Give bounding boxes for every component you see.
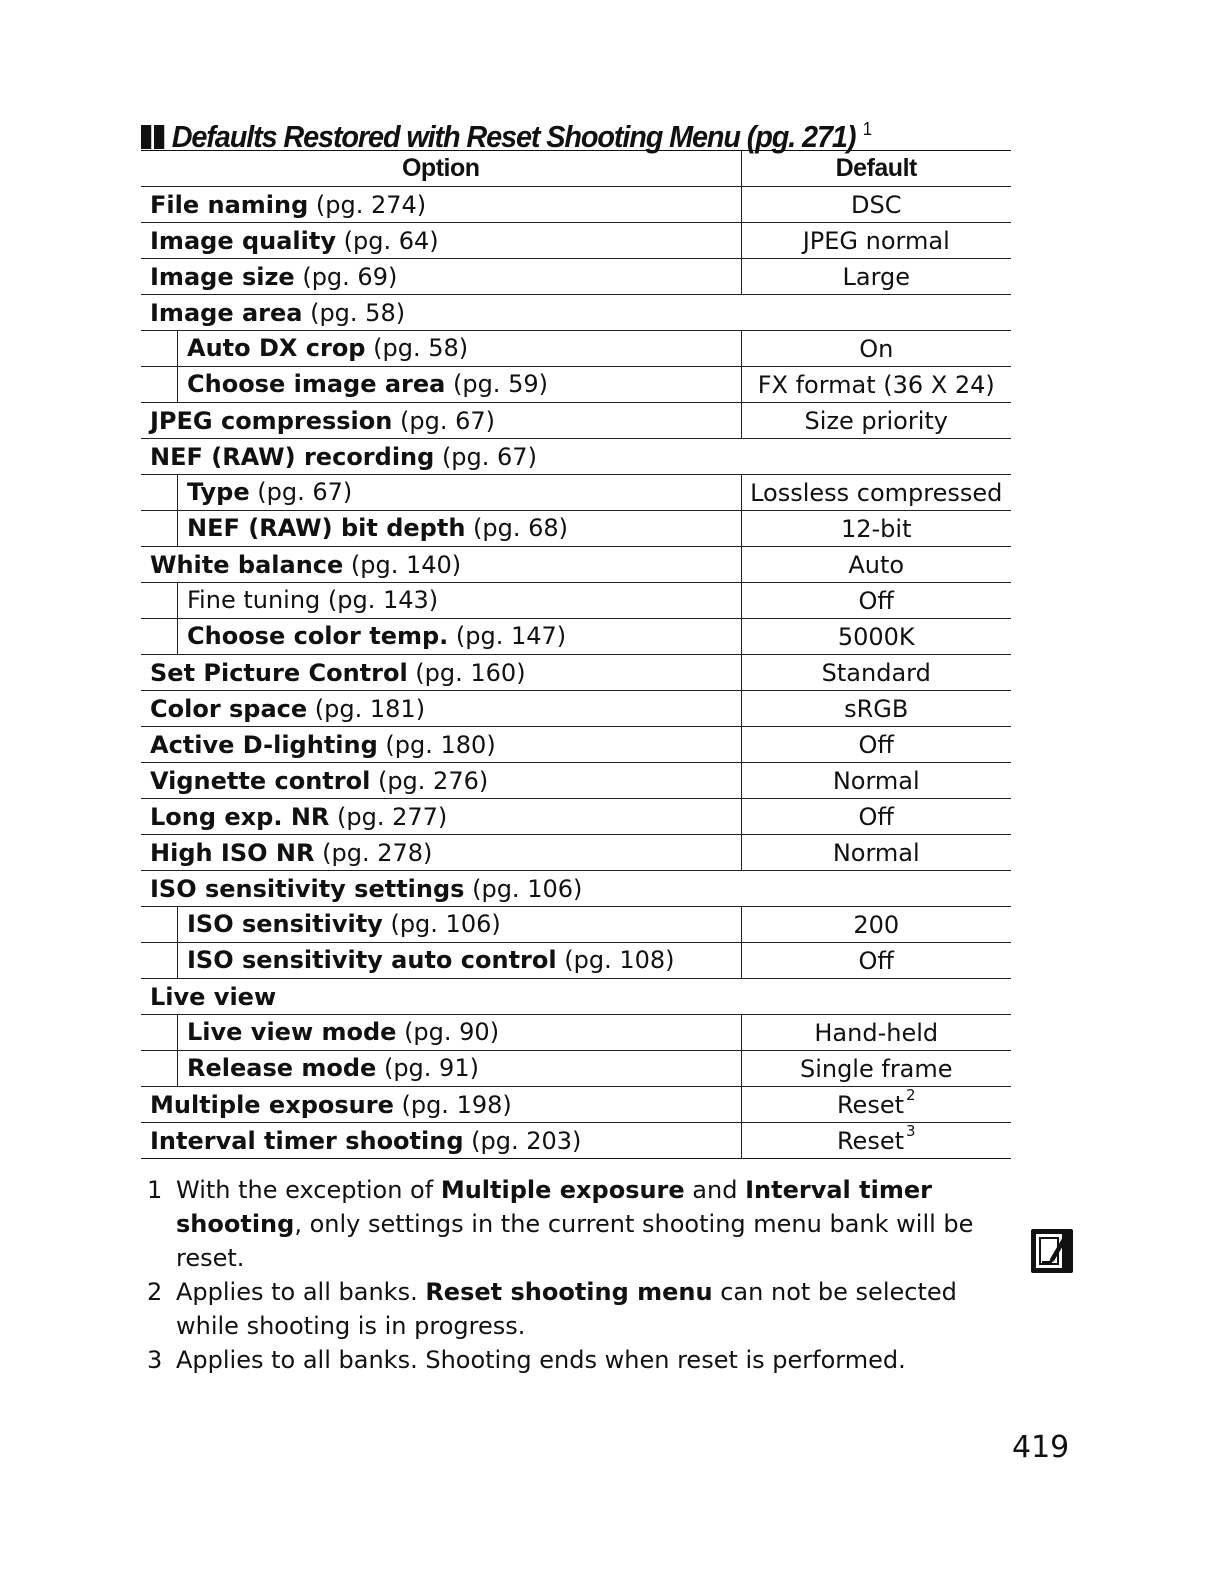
sub-option xyxy=(177,1051,741,1086)
default-cell xyxy=(741,799,1011,835)
table-row xyxy=(141,1015,1011,1051)
option-cell xyxy=(141,295,741,331)
footnote-plain-text: and xyxy=(684,1176,746,1204)
sub-option xyxy=(177,475,741,510)
option-page-ref: (pg. 181) xyxy=(307,694,426,723)
default-footnote-ref: 3 xyxy=(906,1122,916,1140)
option-name: Interval timer shooting xyxy=(150,1126,464,1155)
option-name: High ISO NR xyxy=(150,838,315,867)
default-cell xyxy=(741,727,1011,763)
default-cell xyxy=(741,691,1011,727)
option-cell xyxy=(141,871,741,907)
heading-title: Defaults Restored with Reset Shooting Menu (pg. 271) xyxy=(171,119,856,154)
default-value: sRGB xyxy=(844,694,909,723)
option-cell xyxy=(141,907,741,943)
default-value: Lossless compressed xyxy=(750,478,1003,507)
option-page-ref: (pg. 277) xyxy=(329,802,448,831)
option-cell xyxy=(141,223,741,259)
option-page-ref: (pg. 276) xyxy=(370,766,489,795)
default-value: Size priority xyxy=(804,406,948,435)
default-value: 200 xyxy=(853,910,900,939)
footnote xyxy=(147,1173,1007,1275)
option-cell xyxy=(141,475,741,511)
option-page-ref: (pg. 180) xyxy=(377,730,496,759)
table-row xyxy=(141,367,1011,403)
default-value: FX format (36 X 24) xyxy=(757,370,995,399)
option-page-ref: (pg. 64) xyxy=(335,226,439,255)
table-row xyxy=(141,295,1011,331)
option-cell xyxy=(141,331,741,367)
table-row xyxy=(141,727,1011,763)
table-row xyxy=(141,223,1011,259)
table-row xyxy=(141,655,1011,691)
table-row xyxy=(141,1087,1011,1123)
option-name: ISO sensitivity xyxy=(187,910,383,938)
sub-option xyxy=(177,511,741,546)
default-cell xyxy=(741,439,1011,475)
option-page-ref: (pg. 140) xyxy=(343,550,462,579)
option-cell xyxy=(141,979,741,1015)
table-row xyxy=(141,439,1011,475)
option-name: ISO sensitivity settings xyxy=(150,874,465,903)
option-page-ref: (pg. 278) xyxy=(314,838,433,867)
option-name: Choose image area xyxy=(187,370,446,398)
default-cell xyxy=(741,259,1011,295)
table-body xyxy=(141,187,1011,1159)
footnotes xyxy=(147,1173,1007,1377)
option-cell xyxy=(141,367,741,403)
section-heading xyxy=(141,104,959,152)
option-cell xyxy=(141,655,741,691)
default-value: On xyxy=(859,334,894,363)
option-page-ref: (pg. 67) xyxy=(392,406,495,435)
option-page-ref: (pg. 147) xyxy=(448,622,567,650)
option-cell xyxy=(141,511,741,547)
option-page-ref: (pg. 90) xyxy=(396,1018,500,1046)
default-cell xyxy=(741,295,1011,331)
option-cell xyxy=(141,1123,741,1159)
table-row xyxy=(141,979,1011,1015)
default-cell xyxy=(741,1087,1011,1123)
option-page-ref: (pg. 58) xyxy=(302,298,406,327)
table-row xyxy=(141,871,1011,907)
table-row xyxy=(141,403,1011,439)
option-name: Live view mode xyxy=(187,1018,397,1046)
footnote-plain-text: , only settings in the current shooting menu bank will be reset. xyxy=(176,1210,974,1272)
heading-footnote-ref: 1 xyxy=(862,119,871,139)
default-value: Normal xyxy=(832,838,920,867)
default-cell xyxy=(741,403,1011,439)
default-cell xyxy=(741,511,1011,547)
option-page-ref: Fine tuning (pg. 143) xyxy=(187,586,439,614)
footnote-plain-text: With the exception of xyxy=(176,1176,441,1204)
option-cell xyxy=(141,403,741,439)
table-row xyxy=(141,799,1011,835)
table-row xyxy=(141,619,1011,655)
option-name: Multiple exposure xyxy=(150,1090,394,1119)
table-row xyxy=(141,259,1011,295)
option-name: Active D-lighting xyxy=(150,730,378,759)
option-name: Image quality xyxy=(150,226,336,255)
option-name: Long exp. NR xyxy=(150,802,330,831)
option-page-ref: (pg. 68) xyxy=(465,514,569,542)
sub-option xyxy=(177,1015,741,1050)
option-cell xyxy=(141,439,741,475)
default-value: Normal xyxy=(832,766,920,795)
option-cell xyxy=(141,727,741,763)
option-page-ref: (pg. 69) xyxy=(294,262,398,291)
default-value: Off xyxy=(858,946,894,975)
default-cell xyxy=(741,223,1011,259)
footnote-bold-text: Multiple exposure xyxy=(440,1176,685,1204)
option-page-ref: (pg. 58) xyxy=(365,334,469,362)
option-cell xyxy=(141,619,741,655)
default-value: Reset xyxy=(836,1127,904,1155)
default-value: Off xyxy=(858,730,894,759)
default-cell xyxy=(741,1051,1011,1087)
footnote-text xyxy=(176,1275,1007,1343)
default-value: DSC xyxy=(851,190,902,219)
option-name: Choose color temp. xyxy=(187,622,449,650)
footnote-number: 2 xyxy=(147,1278,163,1306)
footnote-plain-text: Applies to all banks. Shooting ends when reset is performed. xyxy=(176,1346,906,1374)
footnote-number: 3 xyxy=(147,1346,163,1374)
default-value: Off xyxy=(858,586,894,615)
table-row xyxy=(141,943,1011,979)
default-cell xyxy=(741,619,1011,655)
table-row xyxy=(141,763,1011,799)
table-header-row xyxy=(141,151,1011,187)
footnote xyxy=(147,1275,1007,1343)
option-cell xyxy=(141,799,741,835)
table-row xyxy=(141,1123,1011,1159)
table-row xyxy=(141,835,1011,871)
option-page-ref: (pg. 198) xyxy=(393,1090,512,1119)
footnote-bold-text: Reset shooting menu xyxy=(425,1278,713,1306)
option-page-ref: (pg. 59) xyxy=(445,370,548,398)
option-page-ref: (pg. 91) xyxy=(376,1054,479,1082)
option-cell xyxy=(141,763,741,799)
default-cell xyxy=(741,835,1011,871)
sub-option xyxy=(177,331,741,366)
default-footnote-ref: 2 xyxy=(906,1086,916,1104)
option-name: Color space xyxy=(150,694,308,723)
option-name: File naming xyxy=(150,190,309,219)
pencil-note-icon xyxy=(1030,1228,1074,1274)
default-value: Reset xyxy=(836,1091,904,1119)
option-name: NEF (RAW) recording xyxy=(150,442,435,471)
option-page-ref: (pg. 106) xyxy=(382,910,501,938)
default-cell xyxy=(741,655,1011,691)
option-name: Image area xyxy=(150,298,303,327)
heading-marker-icon xyxy=(141,125,164,149)
table-row xyxy=(141,583,1011,619)
option-page-ref: (pg. 67) xyxy=(434,442,537,471)
sub-option xyxy=(177,367,741,402)
footnote-plain-text: Applies to all banks. xyxy=(176,1278,426,1306)
default-cell xyxy=(741,187,1011,223)
default-cell xyxy=(741,475,1011,511)
table-row xyxy=(141,511,1011,547)
footnote-text xyxy=(176,1173,1007,1275)
default-cell xyxy=(741,979,1011,1015)
default-cell xyxy=(741,367,1011,403)
option-name: NEF (RAW) bit depth xyxy=(187,514,466,542)
option-name: JPEG compression xyxy=(150,406,393,435)
footnote xyxy=(147,1343,1007,1377)
footnote-text xyxy=(176,1343,1007,1377)
default-cell xyxy=(741,763,1011,799)
option-name: Auto DX crop xyxy=(187,334,366,362)
option-name: Image size xyxy=(150,262,295,291)
default-value: Standard xyxy=(821,658,931,687)
page-number: 419 xyxy=(1012,1430,1070,1465)
default-value: 12-bit xyxy=(840,514,912,543)
option-page-ref: (pg. 106) xyxy=(464,874,583,903)
option-name: Vignette control xyxy=(150,766,371,795)
option-cell xyxy=(141,583,741,619)
default-cell xyxy=(741,871,1011,907)
default-value: 5000K xyxy=(837,622,915,651)
default-value: Large xyxy=(842,262,911,291)
default-value: Single frame xyxy=(799,1054,953,1083)
default-value: Hand-held xyxy=(814,1018,939,1047)
option-page-ref: (pg. 108) xyxy=(556,946,675,974)
default-cell xyxy=(741,943,1011,979)
option-name: Set Picture Control xyxy=(150,658,408,687)
option-cell xyxy=(141,187,741,223)
option-cell xyxy=(141,943,741,979)
option-name: Live view xyxy=(150,982,277,1011)
sub-option xyxy=(177,907,741,942)
default-value: JPEG normal xyxy=(802,226,950,255)
option-cell xyxy=(141,835,741,871)
sub-option xyxy=(177,583,741,618)
default-value: Off xyxy=(858,802,894,831)
table-row xyxy=(141,907,1011,943)
option-name: Type xyxy=(187,478,250,506)
header-option: Option xyxy=(141,151,741,187)
table-row xyxy=(141,187,1011,223)
option-name: Release mode xyxy=(187,1054,377,1082)
option-page-ref: (pg. 274) xyxy=(308,190,427,219)
default-value: Auto xyxy=(848,550,905,579)
option-page-ref: (pg. 67) xyxy=(249,478,353,506)
default-cell xyxy=(741,1015,1011,1051)
table-row xyxy=(141,691,1011,727)
default-cell xyxy=(741,583,1011,619)
table-row xyxy=(141,331,1011,367)
defaults-table xyxy=(141,150,1011,1159)
option-name: ISO sensitivity auto control xyxy=(187,946,557,974)
footnote-number: 1 xyxy=(147,1176,163,1204)
option-cell xyxy=(141,1051,741,1087)
default-cell xyxy=(741,907,1011,943)
table-row xyxy=(141,1051,1011,1087)
sub-option xyxy=(177,619,741,654)
header-default: Default xyxy=(741,151,1011,187)
footnote-plain-text: can not be selected while shooting is in progress. xyxy=(176,1278,957,1340)
option-page-ref: (pg. 160) xyxy=(407,658,526,687)
option-cell xyxy=(141,1087,741,1123)
table-row xyxy=(141,547,1011,583)
table-row xyxy=(141,475,1011,511)
option-name: White balance xyxy=(150,550,344,579)
option-cell xyxy=(141,259,741,295)
sub-option xyxy=(177,943,741,978)
option-cell xyxy=(141,547,741,583)
default-cell xyxy=(741,1123,1011,1159)
option-cell xyxy=(141,691,741,727)
option-cell xyxy=(141,1015,741,1051)
default-cell xyxy=(741,547,1011,583)
default-cell xyxy=(741,331,1011,367)
footnote-bold-text: Interval timer shooting xyxy=(176,1176,932,1238)
option-page-ref: (pg. 203) xyxy=(463,1126,582,1155)
